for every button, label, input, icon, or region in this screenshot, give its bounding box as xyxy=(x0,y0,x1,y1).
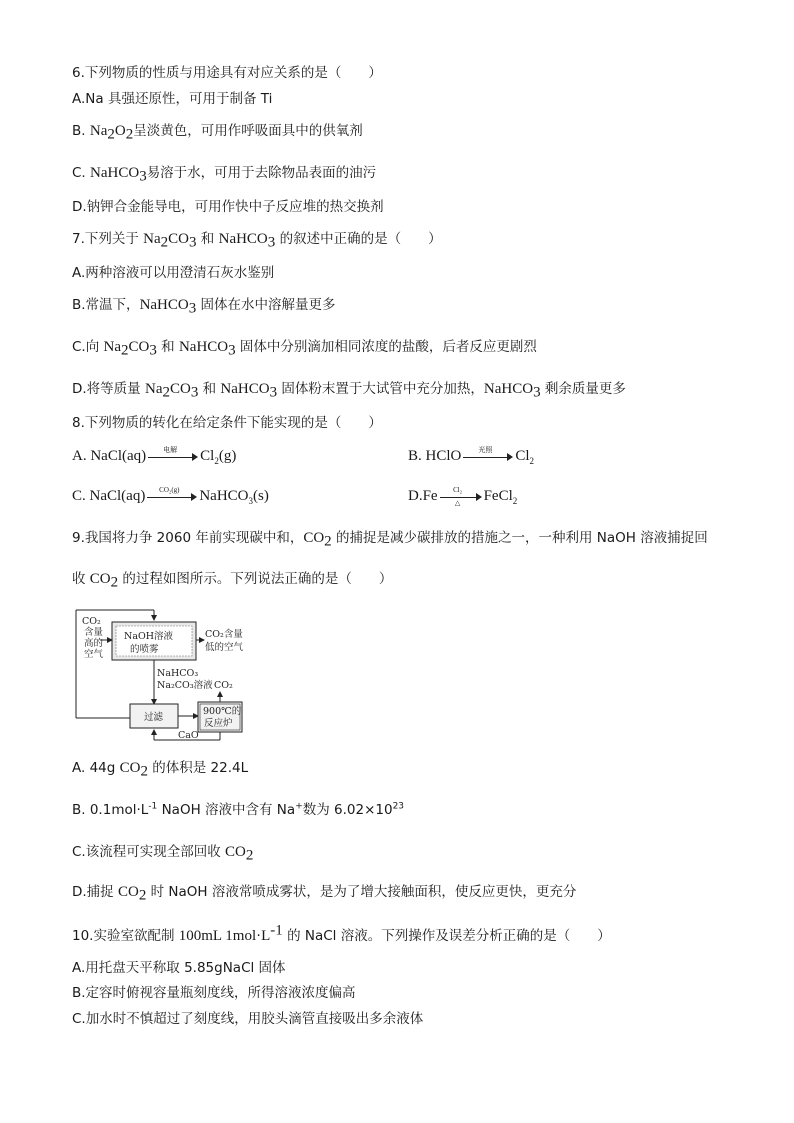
q10-option-b: B.定容时俯视容量瓶刻度线，所得溶液浓度偏高 xyxy=(72,985,356,1001)
solution-label-2: Na₂CO₃溶液 xyxy=(157,680,213,691)
in-label-4: 空气 xyxy=(84,649,104,660)
q6-option-a: A.Na 具强还原性，可用于制备 Ti xyxy=(72,91,273,107)
q7-option-a: A.两种溶液可以用澄清石灰水鉴别 xyxy=(72,265,275,281)
in-label-1: CO₂ xyxy=(82,616,101,627)
furnace-label-2: 反应炉 xyxy=(204,718,233,729)
q7-option-c: C.向 $Na_2CO_3$ 和 NaHCO$_3$ 固体中分别滴加相同浓度的盐酸，后者反应更剧烈 xyxy=(72,339,537,359)
q8-option-c: C. NaCl(aq) CO₂(g) NaHCO$_3$(s) xyxy=(72,485,269,506)
q6-option-d: D.钠钾合金能导电，可用作快中子反应堆的热交换剂 xyxy=(72,199,384,215)
reaction-arrow: 电解 xyxy=(148,448,198,466)
furnace-label-1: 900℃的 xyxy=(203,706,242,717)
q9-option-c: C.该流程可实现全部回收 $CO_2$ xyxy=(72,844,254,864)
spray-label-1: NaOH溶液 xyxy=(124,631,174,642)
q6-option-b: B. $Na_2O_2$呈淡黄色，可用作呼吸面具中的供氧剂 xyxy=(72,123,363,143)
q9-option-a: A. 44g $CO_2$ 的体积是 22.4L xyxy=(72,760,249,780)
reaction-arrow: CO₂(g) xyxy=(147,488,197,506)
q10-option-a: A.用托盘天平称取 5.85gNaCl 固体 xyxy=(72,960,286,976)
q8-stem: 8.下列物质的转化在给定条件下能实现的是（ ） xyxy=(72,415,382,431)
q8-option-b: B. HClO 光照 $Cl_2$ xyxy=(408,445,535,466)
q7-stem: 7.下列关于 $Na_2CO_3$ 和 NaHCO$_3$ 的叙述中正确的是（ ） xyxy=(72,231,442,251)
reaction-arrow: 光照 xyxy=(463,448,513,466)
q9-stem-line2: 收 $CO_2$ 的过程如图所示。下列说法正确的是（ ） xyxy=(72,571,393,591)
spray-label-2: 的喷雾 xyxy=(130,644,159,655)
filter-label: 过滤 xyxy=(144,712,164,723)
q9-option-d: D.捕捉 $CO_2$ 时 NaOH 溶液常喷成雾状，是为了增大接触面积，使反应更快，更充分 xyxy=(72,884,577,904)
q7-option-d: D.将等质量 $Na_2CO_3$ 和 NaHCO$_3$ 固体粉末置于大试管中充分加热，NaHCO$_3$ 剩余质量更多 xyxy=(72,381,626,401)
q8-option-a: A. NaCl(aq) 电解 $Cl_2(g)$ xyxy=(72,445,237,466)
solution-label-1: NaHCO₃ xyxy=(157,668,199,679)
q6-stem: 6.下列物质的性质与用途具有对应关系的是（ ） xyxy=(72,65,382,81)
out-label-2: 低的空气 xyxy=(205,642,244,653)
reaction-arrow: Cl₂ △ xyxy=(440,488,482,506)
q8-option-d: D.Fe Cl₂ △ FeCl$_2$ xyxy=(408,485,518,507)
q6-option-c: C. NaHCO$_3$易溶于水，可用于去除物品表面的油污 xyxy=(72,165,377,185)
out-label-1: CO₂含量 xyxy=(205,629,243,640)
cao-label: CaO xyxy=(178,730,199,741)
q10-option-c: C.加水时不慎超过了刻度线，用胶头滴管直接吸出多余液体 xyxy=(72,1011,424,1027)
q9-stem-line1: 9.我国将力争 2060 年前实现碳中和，$CO_2$ 的捕捉是减少碳排放的措施之一，一种利用 NaOH 溶液捕捉回 xyxy=(72,530,708,550)
in-label-2: 含量 xyxy=(84,627,104,638)
q10-stem: 10.实验室欲配制 100mL $1mol\cdot L^{-1}$ 的 NaCl 溶液。下列操作及误差分析正确的是（ ） xyxy=(72,922,611,944)
in-label-3: 高的 xyxy=(84,638,104,649)
co2-out-label: CO₂ xyxy=(214,680,233,691)
q9-option-b: B. $0.1mol\cdot L^{-1}$ NaOH 溶液中含有 Na+数为 $6.02\times 10^{23}$ xyxy=(72,801,405,818)
co2-capture-flow-diagram xyxy=(72,604,258,746)
q7-option-b: B.常温下，NaHCO$_3$ 固体在水中溶解量更多 xyxy=(72,297,336,317)
